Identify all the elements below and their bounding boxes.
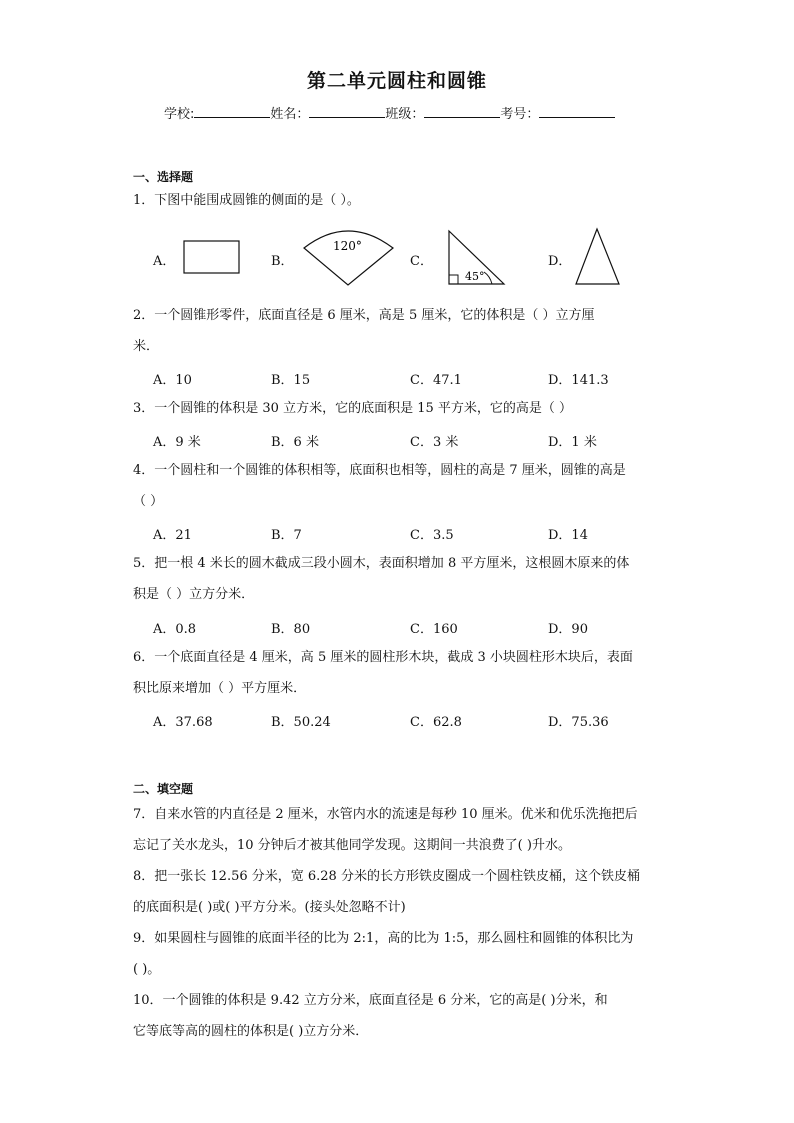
question-10-line-2: 它等底等高的圆柱的体积是( )立方分米． bbox=[133, 1024, 369, 1039]
q3-option-a[interactable]: A．9 米 bbox=[153, 435, 201, 450]
question-8-line-1: 8．把一张长 12.56 分米，宽 6.28 分米的长方形铁皮圈成一个圆柱铁皮桶，这个铁皮桶 bbox=[133, 869, 640, 884]
question-7-line-1: 7．自来水管的内直径是 2 厘米，水管内水的流速是每秒 10 厘米。优米和优乐洗拖把后 bbox=[133, 807, 638, 822]
question-5-options bbox=[153, 618, 673, 638]
q1-option-c-label: C． bbox=[410, 254, 433, 269]
q4-option-d[interactable]: D．14 bbox=[548, 528, 588, 543]
q1-option-d-label: D． bbox=[548, 254, 572, 269]
question-2-line-2: 米． bbox=[133, 339, 160, 354]
q3-option-c[interactable]: C．3 米 bbox=[410, 435, 459, 450]
question-2-text bbox=[133, 300, 663, 362]
question-4-text bbox=[133, 455, 663, 517]
question-2-line-1: 2．一个圆锥形零件，底面直径是 6 厘米，高是 5 厘米，它的体积是（ ）立方厘 bbox=[133, 308, 595, 323]
exam-no-label: 考号： bbox=[500, 107, 540, 122]
q5-option-d[interactable]: D．90 bbox=[548, 622, 588, 637]
question-8-line-2: 的底面积是( )或( )平方分米。(接头处忽略不计) bbox=[133, 900, 406, 915]
q4-option-a[interactable]: A．21 bbox=[153, 528, 192, 543]
q2-option-b[interactable]: B．15 bbox=[271, 373, 311, 388]
question-7-text bbox=[133, 799, 663, 861]
question-5-line-1: 5．把一根 4 米长的圆木截成三段小圆木，表面积增加 8 平方厘米，这根圆木原来的体 bbox=[133, 556, 630, 571]
q6-option-d[interactable]: D．75.36 bbox=[548, 715, 609, 730]
question-4-options bbox=[153, 524, 673, 544]
question-10-text bbox=[133, 985, 663, 1047]
q2-option-d[interactable]: D．141.3 bbox=[548, 373, 609, 388]
question-1-text: 1．下图中能围成圆锥的侧面的是（ ）。 bbox=[133, 193, 360, 208]
q3-option-d[interactable]: D．1 米 bbox=[548, 435, 597, 450]
school-label: 学校: bbox=[164, 107, 195, 122]
question-2-options bbox=[153, 369, 673, 389]
question-5-line-2: 积是（ ）立方分米． bbox=[133, 587, 255, 602]
question-5-text bbox=[133, 548, 663, 610]
q6-option-c[interactable]: C．62.8 bbox=[410, 715, 462, 730]
q5-option-c[interactable]: C．160 bbox=[410, 622, 458, 637]
q1-option-b-label: B． bbox=[271, 254, 294, 269]
question-4-line-1: 4．一个圆柱和一个圆锥的体积相等，底面积也相等，圆柱的高是 7 厘米，圆锥的高是 bbox=[133, 463, 626, 478]
section-choice-heading: 一、选择题 bbox=[133, 170, 194, 184]
q1-figures bbox=[0, 0, 794, 300]
question-9-line-1: 9．如果圆柱与圆锥的底面半径的比为 2:1，高的比为 1:5，那么圆柱和圆锥的体积比为 bbox=[133, 931, 634, 946]
q4-option-b[interactable]: B．7 bbox=[271, 528, 302, 543]
sector-angle-label: 120° bbox=[333, 239, 362, 253]
question-3-options bbox=[153, 431, 673, 451]
question-7-line-2: 忘记了关水龙头，10 分钟后才被其他同学发现。这期间一共浪费了( )升水。 bbox=[133, 838, 571, 853]
q5-option-a[interactable]: A．0.8 bbox=[153, 622, 197, 637]
question-6-line-1: 6．一个底面直径是 4 厘米，高 5 厘米的圆柱形木块，截成 3 小块圆柱形木块后，表面 bbox=[133, 650, 633, 665]
rectangle-shape bbox=[184, 241, 239, 273]
q6-option-a[interactable]: A．37.68 bbox=[153, 715, 213, 730]
q5-option-b[interactable]: B．80 bbox=[271, 622, 311, 637]
right-angle-mark bbox=[449, 275, 458, 284]
question-6-text bbox=[133, 642, 663, 704]
q3-option-b[interactable]: B．6 米 bbox=[271, 435, 319, 450]
q4-option-c[interactable]: C．3.5 bbox=[410, 528, 454, 543]
q6-option-b[interactable]: B．50.24 bbox=[271, 715, 331, 730]
class-label: 班级： bbox=[385, 107, 425, 122]
q2-option-a[interactable]: A．10 bbox=[153, 373, 192, 388]
question-4-line-2: （ ） bbox=[133, 494, 164, 509]
question-6-line-2: 积比原来增加（ ）平方厘米． bbox=[133, 681, 307, 696]
name-label: 姓名： bbox=[270, 107, 310, 122]
question-3-text: 3．一个圆锥的体积是 30 立方米，它的底面积是 15 平方米，它的高是（ ） bbox=[133, 401, 573, 416]
q2-option-c[interactable]: C．47.1 bbox=[410, 373, 462, 388]
question-9-text bbox=[133, 923, 663, 985]
triangle-angle-label: 45° bbox=[465, 270, 485, 283]
page-title: 第二单元圆柱和圆锥 bbox=[306, 70, 487, 92]
q1-option-a-label: A． bbox=[153, 254, 176, 269]
question-6-options bbox=[153, 711, 673, 731]
question-10-line-1: 10．一个圆锥的体积是 9.42 立方分米，底面直径是 6 分米，它的高是( )分米，和 bbox=[133, 993, 608, 1008]
angle-arc-mark bbox=[484, 272, 492, 284]
question-8-text bbox=[133, 861, 663, 923]
question-9-line-2: ( )。 bbox=[133, 962, 161, 977]
isosceles-triangle-shape bbox=[576, 229, 619, 284]
section-fill-heading: 二、填空题 bbox=[133, 782, 194, 796]
